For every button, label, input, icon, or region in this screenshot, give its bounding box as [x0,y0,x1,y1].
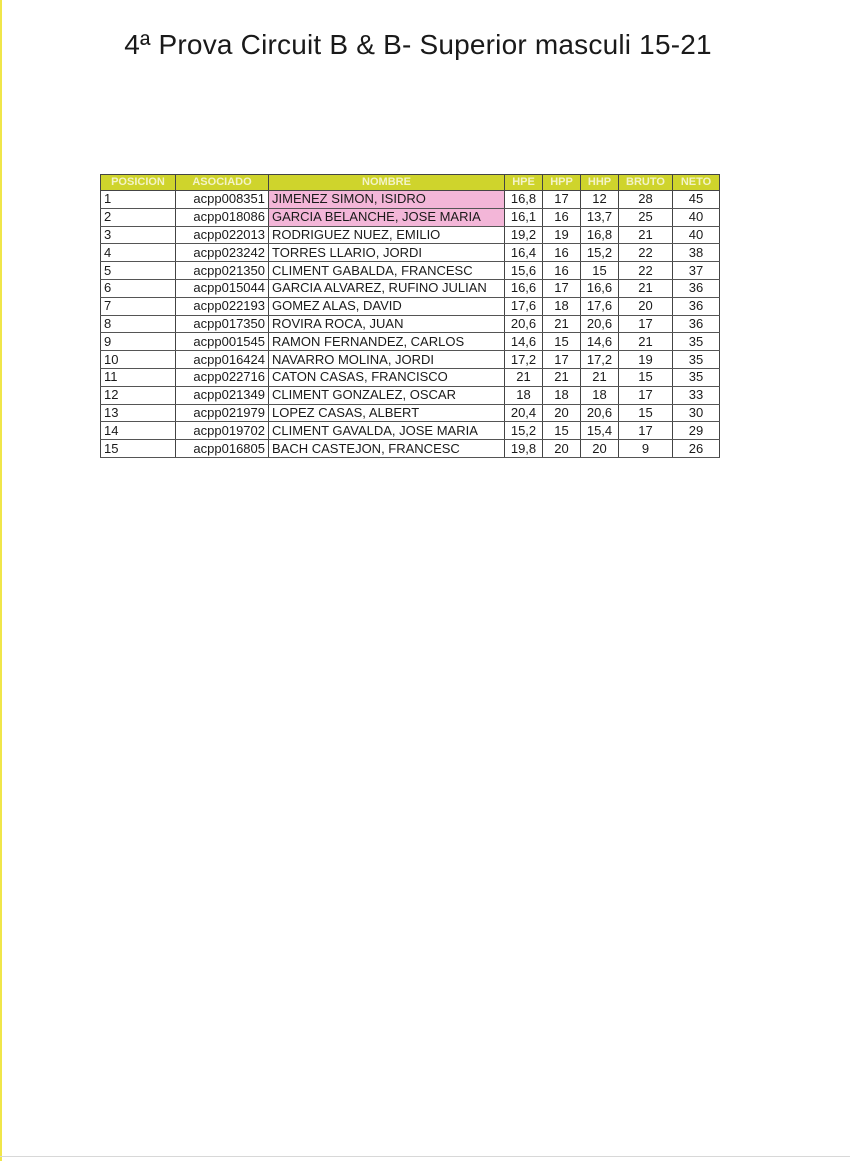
hhp-cell: 20,6 [581,315,619,333]
hpp-cell: 20 [543,440,581,458]
table-header-row [101,175,720,191]
player-name-cell: JIMENEZ SIMON, ISIDRO [269,191,505,209]
bruto-cell: 22 [619,262,673,280]
hpe-cell: 20,6 [505,315,543,333]
page-left-edge [0,0,2,1161]
hhp-cell: 20,6 [581,404,619,422]
header-hpp: HPP [543,175,581,191]
hpe-cell: 16,6 [505,279,543,297]
hhp-cell: 16,6 [581,279,619,297]
hpp-cell: 21 [543,315,581,333]
hpe-cell: 19,8 [505,440,543,458]
neto-cell: 33 [673,386,720,404]
page-bottom-edge [0,1156,850,1157]
bruto-cell: 25 [619,208,673,226]
table-row [101,386,720,404]
hpp-cell: 15 [543,333,581,351]
neto-cell: 37 [673,262,720,280]
table-row [101,262,720,280]
player-name-cell: CATON CASAS, FRANCISCO [269,368,505,386]
associate-id-cell: acpp008351 [176,191,269,209]
position-cell: 6 [101,279,176,297]
bruto-cell: 15 [619,404,673,422]
hpp-cell: 15 [543,422,581,440]
bruto-cell: 21 [619,226,673,244]
hpe-cell: 16,8 [505,191,543,209]
bruto-cell: 21 [619,279,673,297]
position-cell: 8 [101,315,176,333]
player-name-cell: RODRIGUEZ NUEZ, EMILIO [269,226,505,244]
neto-cell: 36 [673,315,720,333]
bruto-cell: 17 [619,422,673,440]
hpp-cell: 16 [543,208,581,226]
position-cell: 2 [101,208,176,226]
bruto-cell: 22 [619,244,673,262]
bruto-cell: 15 [619,368,673,386]
hpp-cell: 20 [543,404,581,422]
hhp-cell: 21 [581,368,619,386]
header-neto: NETO [673,175,720,191]
table-row [101,315,720,333]
hpe-cell: 20,4 [505,404,543,422]
header-hpe: HPE [505,175,543,191]
hpe-cell: 16,1 [505,208,543,226]
neto-cell: 40 [673,208,720,226]
position-cell: 12 [101,386,176,404]
neto-cell: 35 [673,351,720,369]
position-cell: 14 [101,422,176,440]
position-cell: 10 [101,351,176,369]
associate-id-cell: acpp023242 [176,244,269,262]
table-row [101,351,720,369]
associate-id-cell: acpp022013 [176,226,269,244]
table-row [101,297,720,315]
hpe-cell: 17,2 [505,351,543,369]
associate-id-cell: acpp017350 [176,315,269,333]
bruto-cell: 28 [619,191,673,209]
associate-id-cell: acpp016805 [176,440,269,458]
neto-cell: 29 [673,422,720,440]
position-cell: 11 [101,368,176,386]
position-cell: 3 [101,226,176,244]
table-row [101,440,720,458]
header-hhp: HHP [581,175,619,191]
hpp-cell: 19 [543,226,581,244]
associate-id-cell: acpp001545 [176,333,269,351]
bruto-cell: 21 [619,333,673,351]
neto-cell: 36 [673,297,720,315]
table-row [101,208,720,226]
associate-id-cell: acpp018086 [176,208,269,226]
player-name-cell: GARCIA BELANCHE, JOSE MARIA [269,208,505,226]
hpp-cell: 16 [543,244,581,262]
table-row [101,244,720,262]
hpp-cell: 21 [543,368,581,386]
bruto-cell: 17 [619,386,673,404]
neto-cell: 26 [673,440,720,458]
table-row [101,279,720,297]
position-cell: 1 [101,191,176,209]
bruto-cell: 17 [619,315,673,333]
hpp-cell: 17 [543,279,581,297]
position-cell: 15 [101,440,176,458]
hpp-cell: 18 [543,297,581,315]
hpe-cell: 16,4 [505,244,543,262]
hhp-cell: 15 [581,262,619,280]
associate-id-cell: acpp019702 [176,422,269,440]
position-cell: 7 [101,297,176,315]
player-name-cell: CLIMENT GAVALDA, JOSE MARIA [269,422,505,440]
hhp-cell: 14,6 [581,333,619,351]
associate-id-cell: acpp021349 [176,386,269,404]
neto-cell: 35 [673,333,720,351]
player-name-cell: CLIMENT GONZALEZ, OSCAR [269,386,505,404]
hpe-cell: 18 [505,386,543,404]
hpp-cell: 17 [543,191,581,209]
table-row [101,333,720,351]
neto-cell: 36 [673,279,720,297]
neto-cell: 40 [673,226,720,244]
hpp-cell: 16 [543,262,581,280]
associate-id-cell: acpp022193 [176,297,269,315]
results-table [100,174,720,458]
position-cell: 5 [101,262,176,280]
hhp-cell: 13,7 [581,208,619,226]
table-row [101,422,720,440]
player-name-cell: GOMEZ ALAS, DAVID [269,297,505,315]
position-cell: 9 [101,333,176,351]
player-name-cell: ROVIRA ROCA, JUAN [269,315,505,333]
associate-id-cell: acpp022716 [176,368,269,386]
bruto-cell: 19 [619,351,673,369]
hpp-cell: 17 [543,351,581,369]
table-body [101,191,720,458]
associate-id-cell: acpp021350 [176,262,269,280]
hpe-cell: 21 [505,368,543,386]
hhp-cell: 15,2 [581,244,619,262]
hhp-cell: 15,4 [581,422,619,440]
player-name-cell: BACH CASTEJON, FRANCESC [269,440,505,458]
player-name-cell: CLIMENT GABALDA, FRANCESC [269,262,505,280]
hhp-cell: 20 [581,440,619,458]
header-nombre: NOMBRE [269,175,505,191]
player-name-cell: GARCIA ALVAREZ, RUFINO JULIAN [269,279,505,297]
table-row [101,191,720,209]
hpe-cell: 19,2 [505,226,543,244]
header-asociado: ASOCIADO [176,175,269,191]
hhp-cell: 16,8 [581,226,619,244]
associate-id-cell: acpp021979 [176,404,269,422]
neto-cell: 38 [673,244,720,262]
hpe-cell: 14,6 [505,333,543,351]
page-title: 4ª Prova Circuit B & B- Superior masculi 15-21 [124,29,712,60]
hpp-cell: 18 [543,386,581,404]
associate-id-cell: acpp016424 [176,351,269,369]
header-posicion: POSICION [101,175,176,191]
player-name-cell: NAVARRO MOLINA, JORDI [269,351,505,369]
hhp-cell: 12 [581,191,619,209]
associate-id-cell: acpp015044 [176,279,269,297]
hhp-cell: 17,2 [581,351,619,369]
hpe-cell: 15,2 [505,422,543,440]
position-cell: 13 [101,404,176,422]
player-name-cell: TORRES LLARIO, JORDI [269,244,505,262]
hhp-cell: 18 [581,386,619,404]
header-bruto: BRUTO [619,175,673,191]
table-row [101,368,720,386]
hhp-cell: 17,6 [581,297,619,315]
table-row [101,226,720,244]
hpe-cell: 17,6 [505,297,543,315]
bruto-cell: 9 [619,440,673,458]
hpe-cell: 15,6 [505,262,543,280]
neto-cell: 30 [673,404,720,422]
player-name-cell: LOPEZ CASAS, ALBERT [269,404,505,422]
bruto-cell: 20 [619,297,673,315]
neto-cell: 35 [673,368,720,386]
table-row [101,404,720,422]
player-name-cell: RAMON FERNANDEZ, CARLOS [269,333,505,351]
neto-cell: 45 [673,191,720,209]
position-cell: 4 [101,244,176,262]
